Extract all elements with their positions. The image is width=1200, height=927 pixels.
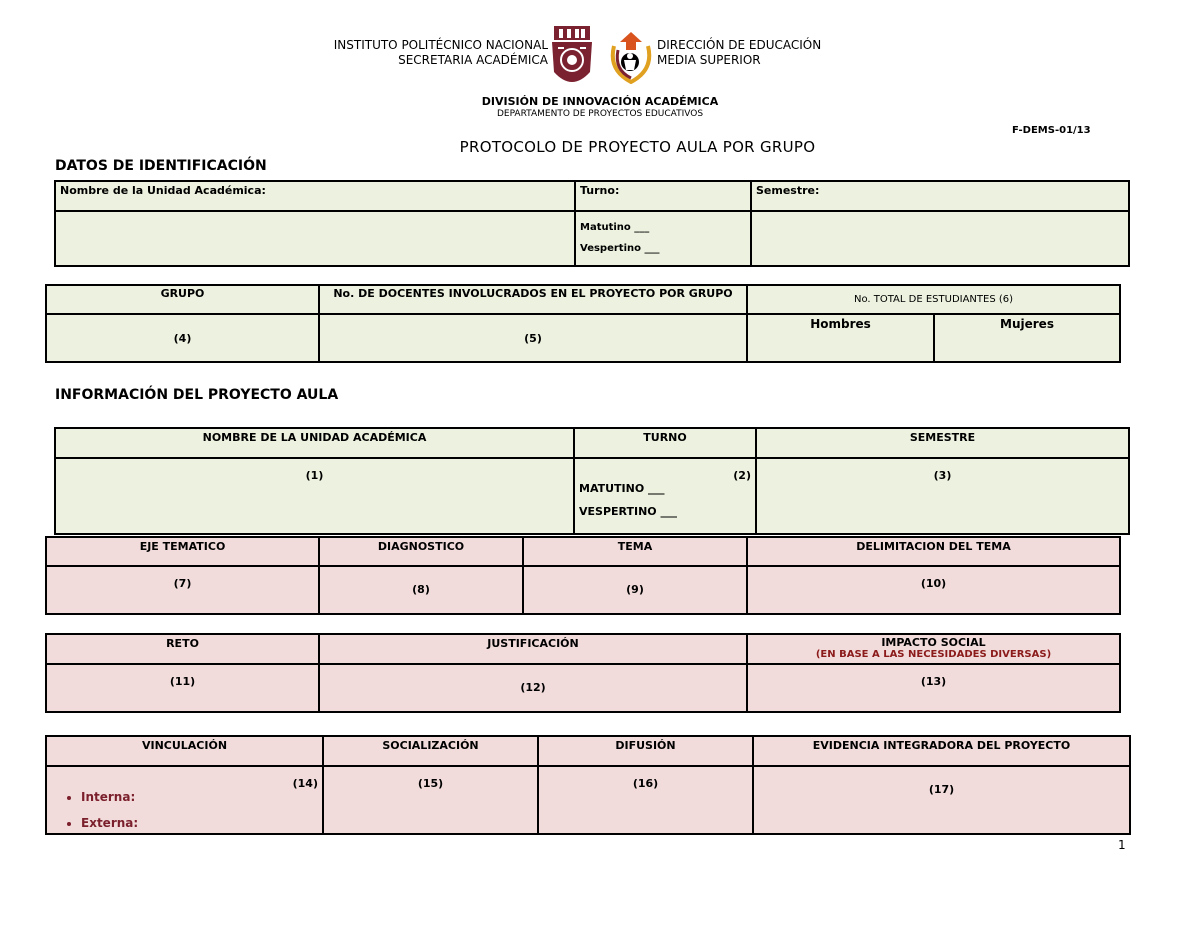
field-number-10: (10) (920, 577, 947, 590)
docentes-value-cell[interactable] (319, 314, 747, 362)
justificacion-value-cell[interactable] (319, 664, 747, 712)
semestre-value-cell[interactable] (751, 211, 1129, 266)
unidad-label: Nombre de la Unidad Académica: (60, 184, 266, 197)
vinculacion-header-text: VINCULACIÓN (141, 739, 228, 752)
interna-label: Interna: (81, 790, 136, 804)
field-number-2: (2) (733, 469, 751, 482)
vinculacion-table (45, 735, 1131, 835)
semestre-value-cell-2[interactable] (756, 458, 1129, 534)
hombres-cell[interactable] (747, 314, 934, 362)
field-number-9: (9) (626, 583, 644, 596)
division-title: DIVISIÓN DE INNOVACIÓN ACADÉMICA (481, 95, 719, 108)
diagnostico-value-cell[interactable] (319, 566, 523, 614)
reto-table (45, 633, 1121, 713)
direccion-line2: MEDIA SUPERIOR (657, 53, 761, 67)
vinculacion-header (46, 736, 323, 766)
field-number-14: (14) (292, 777, 318, 790)
hombres-label: Hombres (810, 317, 871, 331)
mujeres-cell[interactable] (934, 314, 1120, 362)
header-left-block (300, 38, 548, 68)
difusion-header-text: DIFUSIÓN (615, 739, 676, 752)
justificacion-header-text: JUSTIFICACIÓN (487, 637, 579, 650)
field-number-15: (15) (417, 777, 444, 790)
grupo-header-text: GRUPO (160, 287, 205, 300)
impacto-header (747, 634, 1120, 664)
unidad-label-cell[interactable] (55, 181, 575, 211)
proyecto-table (54, 427, 1130, 535)
turno-value-cell[interactable] (575, 211, 751, 266)
vinculacion-externa (81, 816, 318, 830)
tema-header-text: TEMA (617, 540, 653, 553)
diagnostico-header-text: DIAGNOSTICO (377, 540, 465, 553)
field-number-16: (16) (632, 777, 659, 790)
delimitacion-value-cell[interactable] (747, 566, 1120, 614)
grupo-header (46, 285, 319, 314)
eje-value-cell[interactable] (46, 566, 319, 614)
delimitacion-header-text: DELIMITACION DEL TEMA (856, 540, 1011, 553)
departamento-title: DEPARTAMENTO DE PROYECTOS EDUCATIVOS (496, 109, 704, 119)
diagnostico-header (319, 537, 523, 566)
grupo-table (45, 284, 1121, 363)
vespertino-option-2: VESPERTINO ___ (579, 505, 677, 518)
unidad-header-text: NOMBRE DE LA UNIDAD ACADÉMICA (202, 431, 427, 444)
institute-name: INSTITUTO POLITÉCNICO NACIONAL (333, 38, 548, 52)
impacto-subtitle: (EN BASE A LAS NECESIDADES DIVERSAS) (815, 649, 1052, 660)
secretaria-name: SECRETARIA ACADÉMICA (398, 53, 548, 67)
socializacion-value-cell[interactable] (323, 766, 538, 834)
evidencia-header-text: EVIDENCIA INTEGRADORA DEL PROYECTO (812, 739, 1071, 752)
eje-table (45, 536, 1121, 615)
total-estudiantes-text: No. TOTAL DE ESTUDIANTES (6) (853, 294, 1014, 305)
reto-header (46, 634, 319, 664)
field-number-8: (8) (412, 583, 430, 596)
difusion-value-cell[interactable] (538, 766, 753, 834)
turno-header-text: TURNO (643, 431, 687, 444)
ipn-logo (550, 26, 594, 94)
semestre-header (756, 428, 1129, 458)
externa-label: Externa: (81, 816, 139, 830)
socializacion-header-text: SOCIALIZACIÓN (382, 739, 479, 752)
semestre-label: Semestre: (756, 184, 820, 197)
direccion-line1: DIRECCIÓN DE EDUCACIÓN (657, 38, 822, 52)
turno-header (574, 428, 756, 458)
reto-value-cell[interactable] (46, 664, 319, 712)
semestre-label-cell[interactable] (751, 181, 1129, 211)
header-right-block (657, 38, 917, 68)
matutino-option: Matutino ___ (580, 222, 650, 233)
semestre-header-text: SEMESTRE (909, 431, 976, 444)
evidencia-header (753, 736, 1130, 766)
section-title-identificacion: DATOS DE IDENTIFICACIÓN (55, 158, 267, 174)
field-number-5: (5) (524, 331, 542, 345)
vinculacion-list (51, 790, 318, 830)
impacto-value-cell[interactable] (747, 664, 1120, 712)
field-number-1: (1) (305, 469, 324, 482)
docentes-header-text: No. DE DOCENTES INVOLUCRADOS EN EL PROYECTO POR GRUPO (333, 287, 733, 300)
dems-logo (608, 30, 654, 88)
section-title-informacion: INFORMACIÓN DEL PROYECTO AULA (55, 387, 339, 403)
tema-value-cell[interactable] (523, 566, 747, 614)
turno-label-cell[interactable] (575, 181, 751, 211)
unidad-value-cell[interactable] (55, 211, 575, 266)
evidencia-value-cell[interactable] (753, 766, 1130, 834)
mujeres-label: Mujeres (1000, 317, 1054, 331)
vinculacion-value-cell[interactable] (46, 766, 323, 834)
reto-header-text: RETO (166, 637, 199, 650)
tema-header (523, 537, 747, 566)
justificacion-header (319, 634, 747, 664)
unidad-value-cell-2[interactable] (55, 458, 574, 534)
document-code: F-DEMS-01/13 (1012, 125, 1091, 136)
impacto-header-text: IMPACTO SOCIAL (881, 636, 986, 649)
field-number-3: (3) (933, 469, 952, 482)
socializacion-header (323, 736, 538, 766)
field-number-17: (17) (928, 783, 955, 796)
field-number-12: (12) (520, 681, 546, 694)
eje-header (46, 537, 319, 566)
field-number-13: (13) (920, 675, 947, 688)
eje-header-text: EJE TEMATICO (139, 540, 226, 553)
difusion-header (538, 736, 753, 766)
total-estudiantes-header (747, 285, 1120, 314)
grupo-value-cell[interactable] (46, 314, 319, 362)
page-number: 1 (1118, 838, 1126, 852)
field-number-4: (4) (173, 331, 192, 345)
unidad-header (55, 428, 574, 458)
field-number-11: (11) (169, 675, 196, 688)
delimitacion-header (747, 537, 1120, 566)
turno-label: Turno: (580, 184, 620, 197)
docentes-header (319, 285, 747, 314)
identificacion-table (54, 180, 1130, 267)
vinculacion-interna (81, 790, 318, 804)
matutino-option-2: MATUTINO ___ (579, 482, 665, 495)
vespertino-option: Vespertino ___ (580, 243, 660, 254)
turno-value-cell-2[interactable] (574, 458, 756, 534)
field-number-7: (7) (173, 577, 192, 590)
document-title: PROTOCOLO DE PROYECTO AULA POR GRUPO (459, 138, 816, 156)
